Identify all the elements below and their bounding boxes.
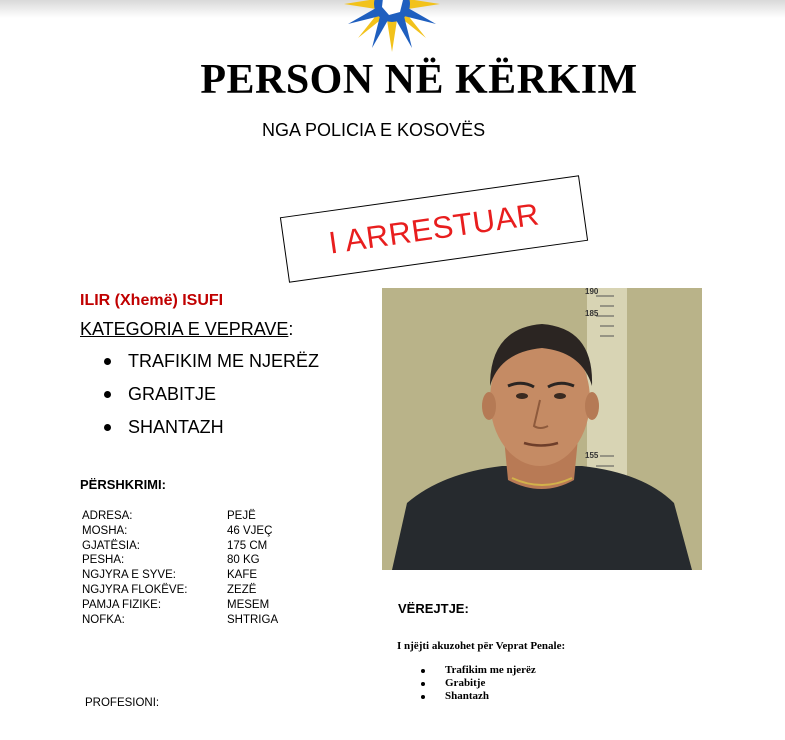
- offense-category-colon: :: [288, 319, 294, 339]
- offense-item: [104, 378, 319, 411]
- detail-value: 46 VJEÇ: [227, 524, 273, 537]
- person-name: ILIR (Xhemë) ISUFI: [80, 292, 224, 309]
- offense-item-text: SHANTAZH: [128, 417, 224, 437]
- page-subtitle: NGA POLICIA E KOSOVËS: [262, 120, 486, 140]
- detail-label: MOSHA:: [82, 524, 128, 537]
- detail-label: PESHA:: [82, 554, 125, 567]
- page-title: PERSON NË KËRKIM: [200, 57, 638, 103]
- notes-heading: VËREJTJE:: [398, 601, 469, 616]
- offense-list: [104, 345, 319, 444]
- offense-item: [104, 345, 319, 378]
- suspect-photo: [382, 288, 702, 570]
- detail-value: SHTRIGA: [227, 613, 279, 626]
- detail-value: 80 KG: [227, 554, 260, 567]
- notes-item-text: Grabitje: [445, 677, 486, 689]
- profession-label: PROFESIONI:: [85, 697, 160, 709]
- notes-text: I njëjti akuzohet për Veprat Penale:: [397, 640, 566, 652]
- notes-item-text: Shantazh: [445, 690, 490, 702]
- detail-value: PEJË: [227, 510, 256, 522]
- detail-label: NOFKA:: [82, 613, 125, 626]
- notes-item-text: Trafikim me njerëz: [445, 664, 536, 676]
- detail-label: ADRESA:: [82, 510, 133, 522]
- offense-item: [104, 411, 319, 444]
- bullet-icon: [104, 424, 111, 431]
- scale-label: 190: [585, 288, 599, 296]
- bullet-icon: [421, 669, 425, 673]
- bullet-icon: [421, 682, 425, 686]
- detail-value: MESEM: [227, 598, 270, 611]
- detail-label: NGJYRA FLOKËVE:: [82, 583, 188, 596]
- offense-item-text: GRABITJE: [128, 384, 217, 404]
- offense-category-label: KATEGORIA E VEPRAVE: [80, 319, 289, 339]
- notes-item: [421, 664, 536, 677]
- notes-item: [421, 690, 536, 703]
- notes-list: [421, 664, 536, 703]
- detail-label: PAMJA FIZIKE:: [82, 598, 162, 611]
- arrested-stamp: [280, 175, 588, 282]
- notes-item: [421, 677, 536, 690]
- detail-value: 175 CM: [227, 539, 268, 552]
- detail-label: GJATËSIA:: [82, 539, 140, 552]
- offense-category-heading: [80, 319, 293, 340]
- offense-item-text: TRAFIKIM ME NJERËZ: [128, 351, 320, 371]
- bullet-icon: [104, 391, 111, 398]
- bullet-icon: [104, 358, 111, 365]
- detail-label: NGJYRA E SYVE:: [82, 569, 176, 582]
- detail-value: ZEZË: [227, 583, 257, 596]
- detail-value: KAFE: [227, 569, 258, 582]
- arrested-stamp-text: I ARRESTUAR: [326, 196, 542, 261]
- kosovo-police-emblem: [337, 0, 447, 54]
- bullet-icon: [421, 695, 425, 699]
- scale-label: 185: [585, 309, 599, 318]
- scale-label: 155: [585, 451, 599, 460]
- description-heading: PËRSHKRIMI:: [80, 477, 166, 492]
